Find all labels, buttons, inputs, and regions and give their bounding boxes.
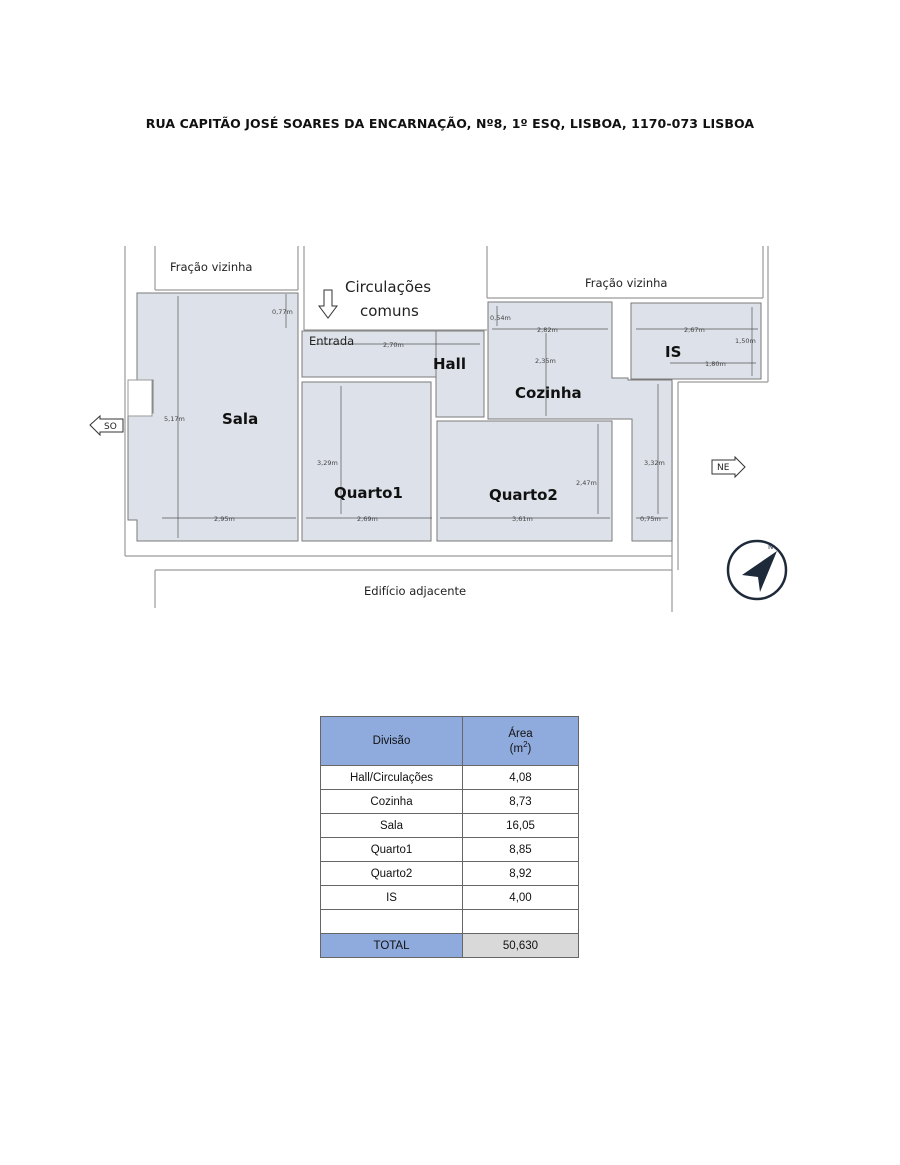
adjacent-building-label: Edifício adjacente xyxy=(364,584,467,598)
column-header-area xyxy=(463,717,579,766)
dimension-label: 2,67m xyxy=(684,326,705,334)
room-label-quarto2: Quarto2 xyxy=(489,486,558,504)
dimension-label: 5,17m xyxy=(164,415,185,423)
svg-text:N: N xyxy=(768,543,774,551)
area-cell: 8,92 xyxy=(463,862,579,886)
area-cell: 16,05 xyxy=(463,814,579,838)
table-row xyxy=(321,766,579,790)
room-label-is: IS xyxy=(665,343,682,361)
common-circulation-label-2: comuns xyxy=(360,302,419,320)
dimension-label: 3,29m xyxy=(317,459,338,467)
area-header-unit-suffix: ) xyxy=(527,742,532,755)
room-label-quarto1: Quarto1 xyxy=(334,484,403,502)
entrance-label: Entrada xyxy=(309,334,355,348)
room-label-hall: Hall xyxy=(433,355,466,373)
northeast-arrow-icon xyxy=(712,457,745,477)
direction-label-so: SO xyxy=(104,422,117,432)
dimension-label: 0,54m xyxy=(490,314,511,322)
neighbour-unit-left-label: Fração vizinha xyxy=(170,260,253,274)
table-row xyxy=(321,814,579,838)
southwest-arrow-icon xyxy=(90,416,123,435)
table-row xyxy=(321,910,579,934)
division-cell: Cozinha xyxy=(321,790,463,814)
dimension-label: 0,77m xyxy=(272,308,293,316)
table-row xyxy=(321,886,579,910)
room-sala xyxy=(128,293,298,541)
dimension-label: 1,80m xyxy=(705,360,726,368)
area-table xyxy=(320,716,579,958)
dimension-label: 2,69m xyxy=(357,515,378,523)
dimension-label: 2,35m xyxy=(535,357,556,365)
division-cell: Quarto2 xyxy=(321,862,463,886)
column-header-division: Divisão xyxy=(321,717,463,766)
down-arrow-icon xyxy=(319,290,337,318)
dimension-label: 2,70m xyxy=(383,341,404,349)
area-header-unit-prefix: (m xyxy=(509,742,524,755)
division-cell: IS xyxy=(321,886,463,910)
dimension-label: 3,32m xyxy=(644,459,665,467)
window-notch xyxy=(128,380,152,416)
division-cell: Sala xyxy=(321,814,463,838)
table-row xyxy=(321,838,579,862)
dimension-label: 2,95m xyxy=(214,515,235,523)
neighbour-unit-right-label: Fração vizinha xyxy=(585,276,668,290)
division-cell: Hall/Circulações xyxy=(321,766,463,790)
division-cell: Quarto1 xyxy=(321,838,463,862)
area-header-unit-sup: 2 xyxy=(523,739,528,749)
area-header-line1: Área xyxy=(508,727,533,740)
dimension-label: 3,61m xyxy=(512,515,533,523)
area-cell xyxy=(463,910,579,934)
table-row xyxy=(321,862,579,886)
common-circulation-label: Circulações xyxy=(345,278,432,296)
room-label-sala: Sala xyxy=(222,410,259,428)
page-title: RUA CAPITÃO JOSÉ SOARES DA ENCARNAÇÃO, Nº8, 1º ESQ, LISBOA, 1170-073 LISBOA xyxy=(145,116,755,131)
room-label-cozinha: Cozinha xyxy=(515,384,582,402)
division-cell xyxy=(321,910,463,934)
dimension-label: 1,50m xyxy=(735,337,756,345)
dimension-label: 2,82m xyxy=(537,326,558,334)
table-header-row xyxy=(321,717,579,766)
dimension-label: 2,47m xyxy=(576,479,597,487)
table-row xyxy=(321,790,579,814)
area-cell: 8,73 xyxy=(463,790,579,814)
total-label-cell: TOTAL xyxy=(321,934,463,958)
direction-label-ne: NE xyxy=(717,463,730,473)
table-total-row xyxy=(321,934,579,958)
area-cell: 4,08 xyxy=(463,766,579,790)
compass-north-arrow-icon xyxy=(728,541,786,599)
area-cell: 8,85 xyxy=(463,838,579,862)
dimension-label: 0,75m xyxy=(640,515,661,523)
total-value-cell: 50,630 xyxy=(463,934,579,958)
area-cell: 4,00 xyxy=(463,886,579,910)
